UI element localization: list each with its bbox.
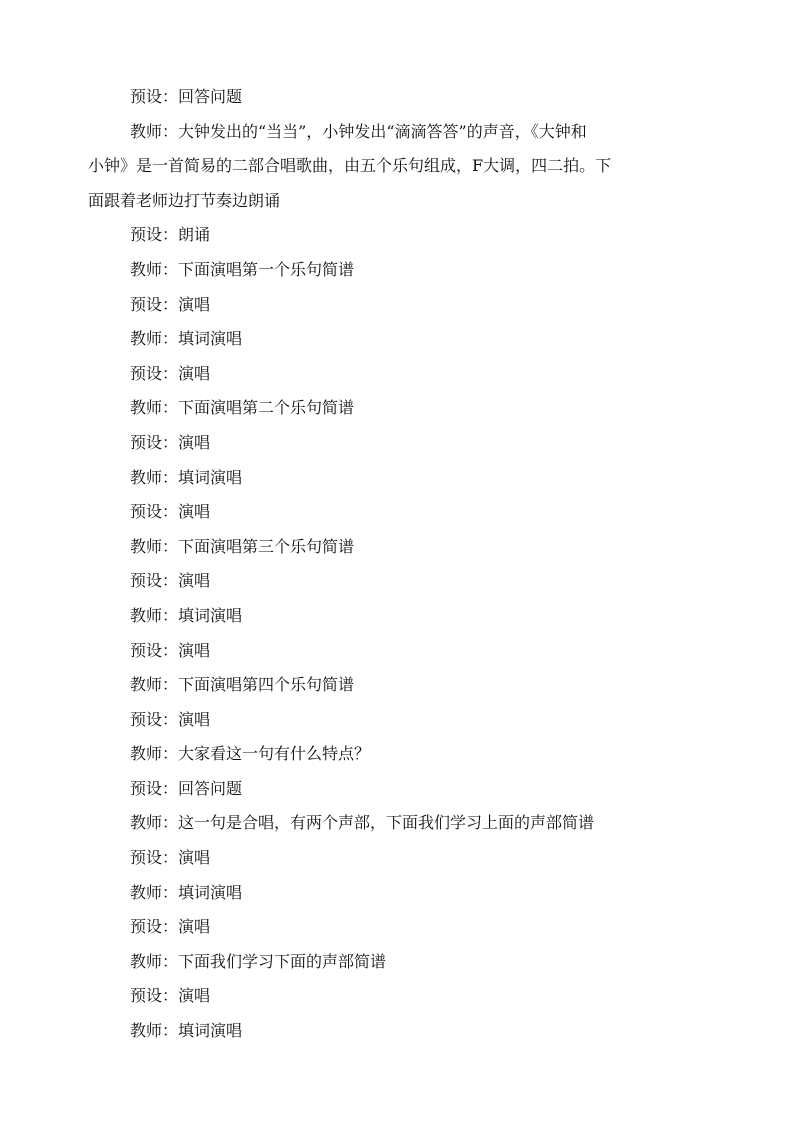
paragraph-line: 教师：下面演唱第三个乐句简谱: [130, 536, 355, 556]
paragraph-line: 教师：填词演唱: [130, 467, 243, 487]
paragraph-line: 预设：演唱: [130, 640, 211, 660]
paragraph-line: 预设：演唱: [130, 709, 211, 729]
paragraph-line: 教师：填词演唱: [130, 1021, 243, 1041]
paragraph-line: 小钟》是一首简易的二部合唱歌曲，由五个乐句组成，F大调，四二拍。下: [88, 156, 612, 176]
paragraph-line: 预设：演唱: [130, 571, 211, 591]
paragraph-line: 教师：下面演唱第一个乐句简谱: [130, 259, 355, 279]
paragraph-line: 教师：下面我们学习下面的声部简谱: [130, 951, 387, 971]
paragraph-line: 预设：演唱: [130, 848, 211, 868]
document-body: [88, 80, 708, 1049]
paragraph-line: 预设：演唱: [130, 986, 211, 1006]
paragraph-line: 预设：回答问题: [130, 87, 243, 106]
paragraph-line: 教师：下面演唱第二个乐句简谱: [130, 398, 355, 418]
paragraph-line: 预设：演唱: [130, 294, 211, 314]
paragraph-line: 面跟着老师边打节奏边朗诵: [88, 190, 281, 210]
paragraph-line: 预设：演唱: [130, 502, 211, 522]
paragraph-line: 教师：下面演唱第四个乐句简谱: [130, 675, 355, 695]
paragraph-line: 教师：填词演唱: [130, 329, 243, 349]
paragraph-line: 预设：回答问题: [130, 778, 243, 798]
paragraph-line: 预设：演唱: [130, 363, 211, 383]
paragraph-line: 预设：演唱: [130, 432, 211, 452]
paragraph-line: 教师：大家看这一句有什么特点？: [130, 744, 371, 764]
paragraph-line: 教师：大钟发出的“当当”，小钟发出“滴滴答答”的声音，《大钟和: [130, 121, 587, 141]
paragraph-line: 教师：填词演唱: [130, 882, 243, 902]
paragraph-line: 预设：演唱: [130, 917, 211, 937]
paragraph-line: 预设：朗诵: [130, 225, 211, 245]
paragraph-line: 教师：填词演唱: [130, 605, 243, 625]
paragraph-line: 教师：这一句是合唱，有两个声部，下面我们学习上面的声部简谱: [130, 813, 595, 833]
